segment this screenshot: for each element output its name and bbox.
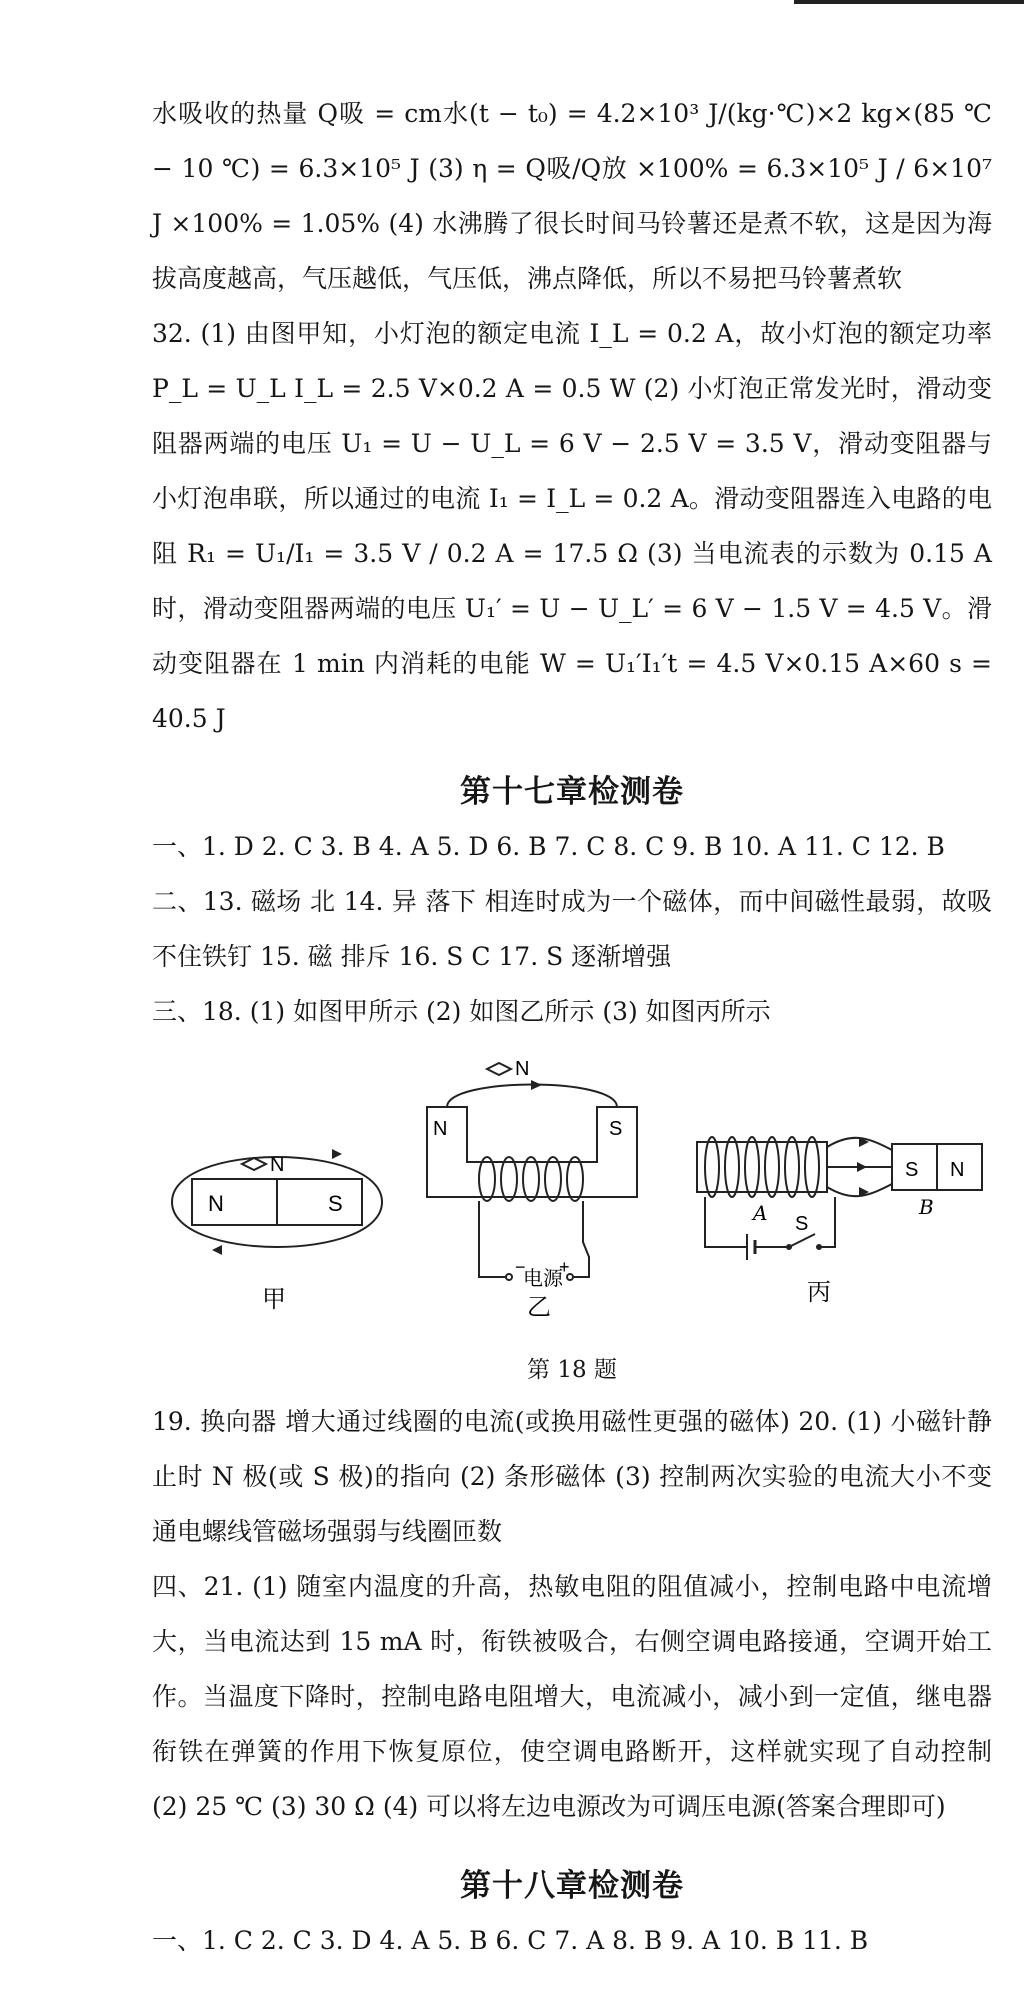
switch-icon <box>789 1234 815 1247</box>
compass-needle-icon <box>242 1158 266 1170</box>
figure-caption: 第 18 题 <box>527 1357 617 1383</box>
wire-right <box>572 1201 589 1277</box>
label-a: A <box>753 1201 768 1225</box>
label-yi: 乙 <box>527 1293 551 1317</box>
magnet-s-label: S <box>905 1159 919 1181</box>
ch18-multiple-choice: 一、1. C 2. C 3. D 4. A 5. B 6. C 7. A 8. B 9. A 10. B 11. B <box>152 1926 869 1955</box>
compass-needle-icon <box>487 1063 511 1075</box>
u-shaped-core <box>427 1107 637 1197</box>
switch-s-label: S <box>795 1213 809 1235</box>
magnet-n-label: N <box>950 1159 965 1181</box>
answer-32: 32. (1) 由图甲知，小灯泡的额定电流 I_L = 0.2 A，故小灯泡的额定功率 P_L = U_L I_L = 2.5 V×0.2 A = 0.5 W (2) 小灯泡正常发光时，滑动变阻器两端的电压 U₁ = U − U_L = 6 V − 2.5 V = 3.5 V，滑动变阻器与小灯泡串联，所以通过的电流 I₁ = I_L = 0.2 A。滑动变阻器连入电路的电阻 R₁ = U₁/I₁ = 3.5 V / 0.2 A = 17.5 Ω (3) 当电流表的示数为 0.15 A 时，滑动变阻器两端的电压 U₁′ = U − U_L′ = 6 V − 1.5 V = 4.5 V。滑动变阻器在 1 min 内消耗的电能 W = U₁′I₁′t = 4.5 V×0.15 A×60 s = 40.5 J <box>152 319 993 733</box>
figure-18 <box>152 1047 992 1347</box>
top-rule <box>794 0 1024 4</box>
solenoid-core <box>697 1142 827 1192</box>
ch17-drawing-question: 三、18. (1) 如图甲所示 (2) 如图乙所示 (3) 如图丙所示 <box>152 997 771 1026</box>
figure-yi <box>417 1047 657 1317</box>
compass-n-label: N <box>515 1058 530 1080</box>
pole-s-label: S <box>609 1118 623 1140</box>
arrow-icon <box>212 1245 222 1255</box>
chapter-17-title: 第十七章检测卷 <box>460 774 684 810</box>
minus-label: − <box>515 1257 526 1277</box>
arrow-icon <box>531 1080 542 1090</box>
label-jia: 甲 <box>262 1285 286 1313</box>
wire-left <box>705 1197 747 1247</box>
ch17-multiple-choice: 一、1. D 2. C 3. B 4. A 5. D 6. B 7. C 8. C 9. B 10. A 11. C 12. B <box>152 832 945 861</box>
label-bing: 丙 <box>807 1278 831 1306</box>
pole-n-label: N <box>433 1118 448 1140</box>
answer-page <box>152 86 992 1968</box>
wire-right <box>819 1197 835 1247</box>
plus-label: + <box>559 1257 570 1277</box>
ch17-answer-21: 四、21. (1) 随室内温度的升高，热敏电阻的阻值减小，控制电路中电流增大，当电流达到 15 mA 时，衔铁被吸合，右侧空调电路接通，空调开始工作。当温度下降时，控制电路电阻增大，电流减小，减小到一定值，继电器衔铁在弹簧的作用下恢复原位，使空调电路断开，这样就实现了自动控制 (2) 25 ℃ (3) 30 Ω (4) 可以将左边电源改为可调压电源(答案合理即可) <box>152 1572 992 1821</box>
answer-31-continued: 水吸收的热量 Q吸 = cm水(t − t₀) = 4.2×10³ J/(kg·℃)×2 kg×(85 ℃ − 10 ℃) = 6.3×10⁵ J (3) η = Q吸/Q放 ×100% = 6.3×10⁵ J / 6×10⁷ J ×100% = 1.05% (4) 水沸腾了很长时间马铃薯还是煮不软，这是因为海拔高度越高，气压越低，气压低，沸点降低，所以不易把马铃薯煮软 <box>152 99 992 293</box>
ch17-fill-blanks: 二、13. 磁场 北 14. 异 落下 相连时成为一个磁体，而中间磁性最弱，故吸不住铁钉 15. 磁 排斥 16. S C 17. S 逐渐增强 <box>152 887 992 971</box>
figure-bing <box>687 1122 992 1322</box>
magnet-n-label: N <box>208 1191 224 1216</box>
arrow-icon <box>857 1162 867 1172</box>
ch17-answers-19-20: 19. 换向器 增大通过线圈的电流(或换用磁性更强的磁体) 20. (1) 小磁针静止时 N 极(或 S 极)的指向 (2) 条形磁体 (3) 控制两次实验的电流大小不变 通电螺线管磁场强弱与线圈匝数 <box>152 1407 992 1546</box>
power-source-label: 电源 <box>523 1266 563 1290</box>
arrow-icon <box>332 1149 342 1159</box>
figure-jia <box>152 1107 402 1317</box>
wire-left <box>479 1201 507 1277</box>
compass-n-label: N <box>270 1154 285 1176</box>
label-b: B <box>919 1195 934 1219</box>
chapter-18-title: 第十八章检测卷 <box>460 1868 684 1904</box>
magnet-s-label: S <box>328 1191 343 1216</box>
